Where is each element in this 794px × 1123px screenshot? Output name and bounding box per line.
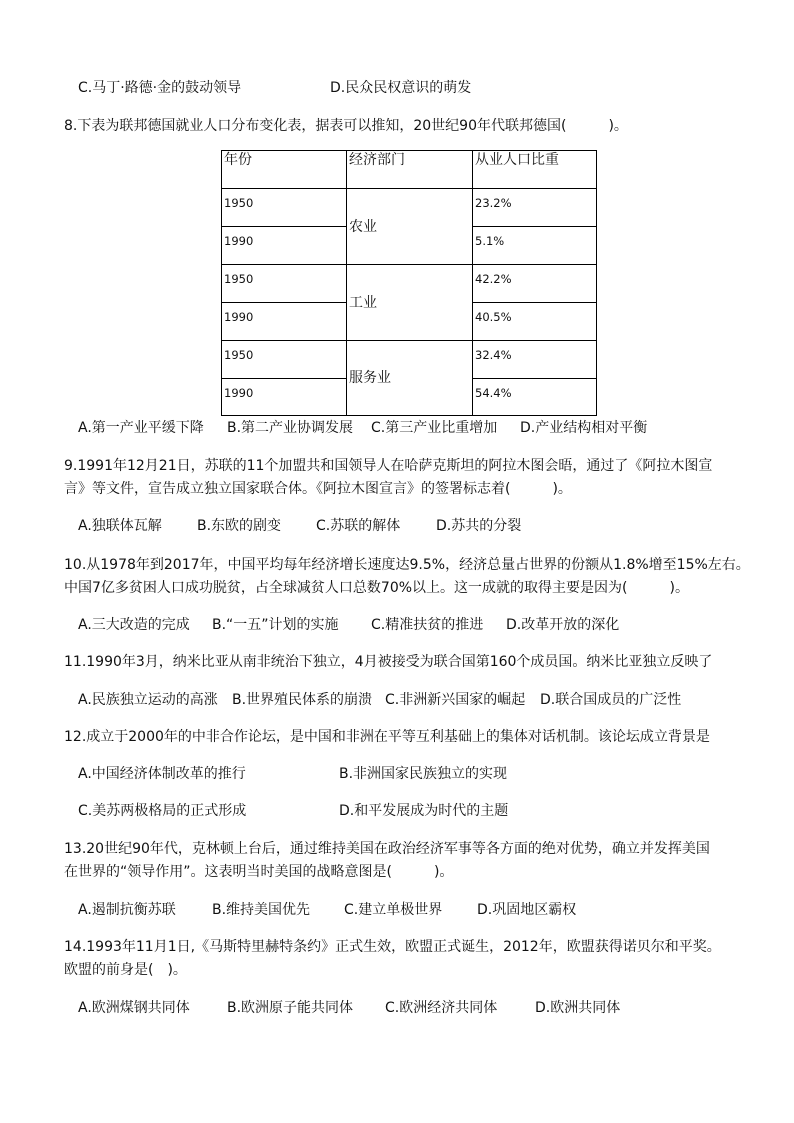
q10-stem-line1: 10.从1978年到2017年，中国平均每年经济增长速度达9.5%，经济总量占世界的份额从1.8%增至15%左右。 [64, 557, 750, 573]
q12-option-a: A.中国经济体制改革的推行 [78, 766, 246, 782]
q12-option-b: B.非洲国家民族独立的实现 [339, 766, 508, 782]
q9-stem-line2: 言》等文件，宣告成立独立国家联合体。《阿拉木图宣言》的签署标志着( )。 [64, 481, 572, 497]
table-row [222, 341, 597, 379]
year-cell: 1950 [222, 189, 347, 227]
sector-cell: 服务业 [347, 341, 473, 416]
q13-option-a: A.遏制抗衡苏联 [78, 902, 176, 918]
share-cell: 54.4% [473, 379, 597, 416]
q11-option-d: D.联合国成员的广泛性 [540, 692, 682, 708]
q9-option-a: A.独联体瓦解 [78, 518, 162, 534]
header-sector: 经济部门 [347, 151, 473, 189]
q14-option-a: A.欧洲煤钢共同体 [78, 1000, 190, 1016]
year-cell: 1990 [222, 303, 347, 341]
year-cell: 1950 [222, 341, 347, 379]
q12-stem: 12.成立于2000年的中非合作论坛，是中国和非洲在平等互利基础上的集体对话机制。该论坛成立背景是 [64, 729, 710, 745]
q7-option-c: C.马丁·路德·金的鼓动领导 [78, 80, 242, 96]
q8-option-d: D.产业结构相对平衡 [520, 420, 648, 436]
share-cell: 32.4% [473, 341, 597, 379]
q14-stem-line1: 14.1993年11月1日,《马斯特里赫特条约》正式生效，欧盟正式诞生，2012年，欧盟获得诺贝尔和平奖。 [64, 939, 721, 955]
q7-option-d: D.民众民权意识的萌发 [330, 80, 472, 96]
sector-cell: 工业 [347, 265, 473, 341]
table-row [222, 265, 597, 303]
q8-stem: 8.下表为联邦德国就业人口分布变化表，据表可以推知，20世纪90年代联邦德国( )。 [64, 118, 628, 134]
q14-option-d: D.欧洲共同体 [535, 1000, 621, 1016]
q12-option-c: C.美苏两极格局的正式形成 [78, 803, 247, 819]
q13-stem-line2: 在世界的“领导作用”。这表明当时美国的战略意图是( )。 [64, 864, 454, 880]
q10-option-d: D.改革开放的深化 [506, 617, 620, 633]
q13-option-d: D.巩固地区霸权 [477, 902, 577, 918]
sector-cell: 农业 [347, 189, 473, 265]
q11-option-c: C.非洲新兴国家的崛起 [385, 692, 526, 708]
q11-option-b: B.世界殖民体系的崩溃 [232, 692, 373, 708]
year-cell: 1990 [222, 379, 347, 416]
q11-option-a: A.民族独立运动的高涨 [78, 692, 218, 708]
q10-stem-line2: 中国7亿多贫困人口成功脱贫，占全球减贫人口总数70%以上。这一成就的取得主要是因为( )。 [64, 580, 689, 596]
q9-option-d: D.苏共的分裂 [436, 518, 522, 534]
employment-table [221, 150, 597, 416]
q9-option-b: B.东欧的剧变 [197, 518, 282, 534]
q10-option-b: B.“一五”计划的实施 [212, 617, 339, 633]
table-header-row [222, 151, 597, 189]
q14-stem-line2: 欧盟的前身是( )。 [64, 962, 187, 978]
q11-stem: 11.1990年3月，纳米比亚从南非统治下独立，4月被接受为联合国第160个成员国。纳米比亚独立反映了 [64, 654, 713, 670]
q14-option-b: B.欧洲原子能共同体 [227, 1000, 354, 1016]
q14-option-c: C.欧洲经济共同体 [385, 1000, 498, 1016]
table-row [222, 189, 597, 227]
year-cell: 1990 [222, 227, 347, 265]
share-cell: 42.2% [473, 265, 597, 303]
q9-stem-line1: 9.1991年12月21日，苏联的11个加盟共和国领导人在哈萨克斯坦的阿拉木图会晤，通过了《阿拉木图宣 [64, 458, 713, 474]
header-share: 从业人口比重 [473, 151, 597, 189]
q13-option-c: C.建立单极世界 [344, 902, 443, 918]
q10-option-c: C.精准扶贫的推进 [371, 617, 484, 633]
share-cell: 40.5% [473, 303, 597, 341]
q9-option-c: C.苏联的解体 [316, 518, 401, 534]
q10-option-a: A.三大改造的完成 [78, 617, 190, 633]
q8-option-c: C.第三产业比重增加 [371, 420, 498, 436]
q13-stem-line1: 13.20世纪90年代，克林顿上台后，通过维持美国在政治经济军事等各方面的绝对优势，确立并发挥美国 [64, 841, 710, 857]
year-cell: 1950 [222, 265, 347, 303]
q13-option-b: B.维持美国优先 [212, 902, 311, 918]
share-cell: 23.2% [473, 189, 597, 227]
q8-option-b: B.第二产业协调发展 [227, 420, 354, 436]
header-year: 年份 [222, 151, 347, 189]
share-cell: 5.1% [473, 227, 597, 265]
q8-option-a: A.第一产业平缓下降 [78, 420, 204, 436]
q12-option-d: D.和平发展成为时代的主题 [339, 803, 509, 819]
